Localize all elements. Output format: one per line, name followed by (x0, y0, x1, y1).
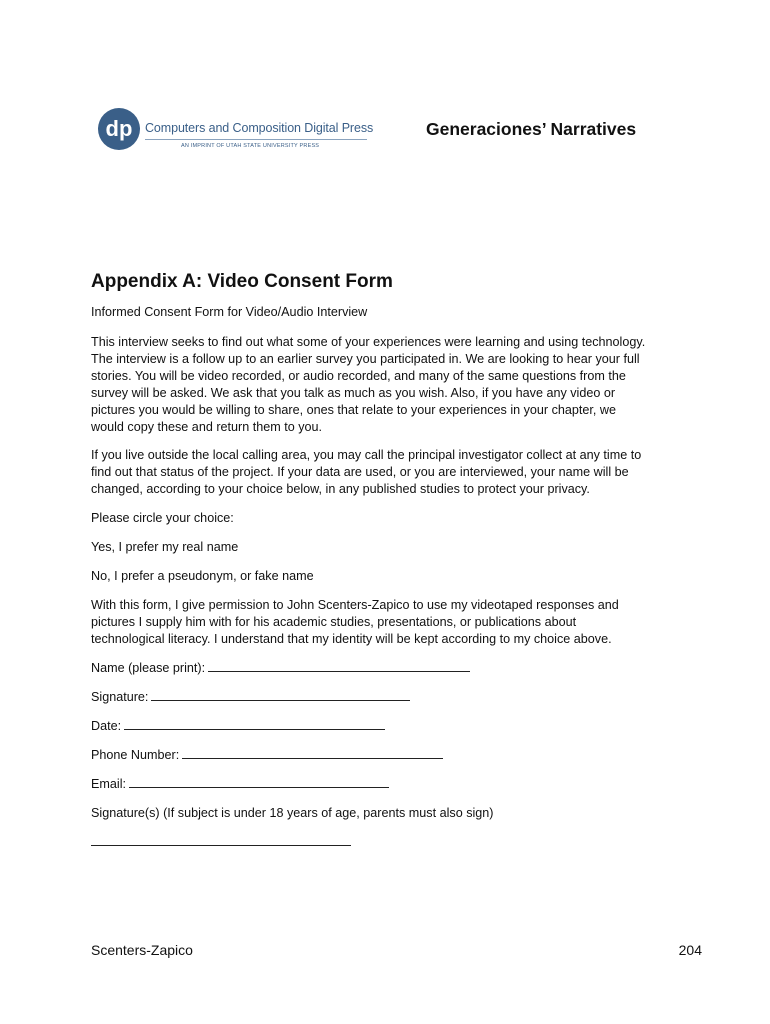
guardian-signature-note: Signature(s) (If subject is under 18 years of age, parents must also sign) (91, 806, 494, 820)
date-field-line[interactable] (124, 728, 385, 730)
name-field-row (91, 660, 470, 677)
form-subtitle: Informed Consent Form for Video/Audio Interview (91, 305, 368, 319)
choice-pseudonym[interactable]: No, I prefer a pseudonym, or fake name (91, 569, 314, 583)
press-logo (97, 107, 372, 155)
paragraph-line: find out that status of the project. If your data are used, or you are interviewed, your name will be (91, 465, 629, 479)
paragraph-line: The interview is a follow up to an earlier survey you participated in. We are looking to hear your full (91, 352, 640, 366)
circle-prompt: Please circle your choice: (91, 511, 234, 525)
paragraph-line: would copy these and return them to you. (91, 420, 323, 434)
name-field-line[interactable] (208, 670, 470, 672)
email-field-row (91, 776, 389, 793)
running-header-title: Generaciones’ Narratives (426, 119, 637, 139)
choice-real-name[interactable]: Yes, I prefer my real name (91, 540, 239, 554)
footer-author: Scenters-Zapico (91, 942, 193, 958)
paragraph-line: stories. You will be video recorded, or audio recorded, and many of the same questions from the (91, 369, 626, 383)
email-field-label: Email: (91, 777, 126, 791)
guardian-signature-line[interactable] (91, 844, 351, 846)
paragraph-line: If you live outside the local calling area, you may call the principal investigator collect at any time to (91, 448, 642, 462)
guardian-signature-row (91, 834, 351, 851)
phone-field-line[interactable] (182, 757, 443, 759)
dp-logo-icon (97, 107, 141, 151)
paragraph-line: survey will be asked. We ask that you talk as much as you wish. Also, if you have any video or (91, 386, 616, 400)
footer-page-number: 204 (678, 942, 702, 958)
email-field-line[interactable] (129, 786, 389, 788)
paragraph-line: pictures you would be willing to share, ones that relate to your experiences in your chapter, we (91, 403, 617, 417)
signature-field-label: Signature: (91, 690, 149, 704)
paragraph-line: pictures I supply him with for his academic studies, presentations, or publications about (91, 615, 577, 629)
paragraph-line: changed, according to your choice below, in any published studies to protect your privacy. (91, 482, 590, 496)
logo-name: Computers and Composition Digital Press (145, 121, 374, 135)
signature-field-line[interactable] (151, 699, 410, 701)
logo-monogram: dp (105, 116, 133, 141)
date-field-row (91, 718, 385, 735)
paragraph-line: technological literacy. I understand that my identity will be kept according to my choice above. (91, 632, 612, 646)
paragraph-line: This interview seeks to find out what some of your experiences were learning and using technology. (91, 335, 646, 349)
logo-divider (145, 139, 367, 140)
name-field-label: Name (please print): (91, 661, 206, 675)
paragraph-line: With this form, I give permission to John Scenters-Zapico to use my videotaped responses and (91, 598, 619, 612)
phone-field-row (91, 747, 443, 764)
logo-tagline: AN IMPRINT OF UTAH STATE UNIVERSITY PRESS (181, 143, 320, 149)
phone-field-label: Phone Number: (91, 748, 180, 762)
signature-field-row (91, 689, 410, 706)
page-title: Appendix A: Video Consent Form (91, 271, 393, 292)
date-field-label: Date: (91, 719, 122, 733)
